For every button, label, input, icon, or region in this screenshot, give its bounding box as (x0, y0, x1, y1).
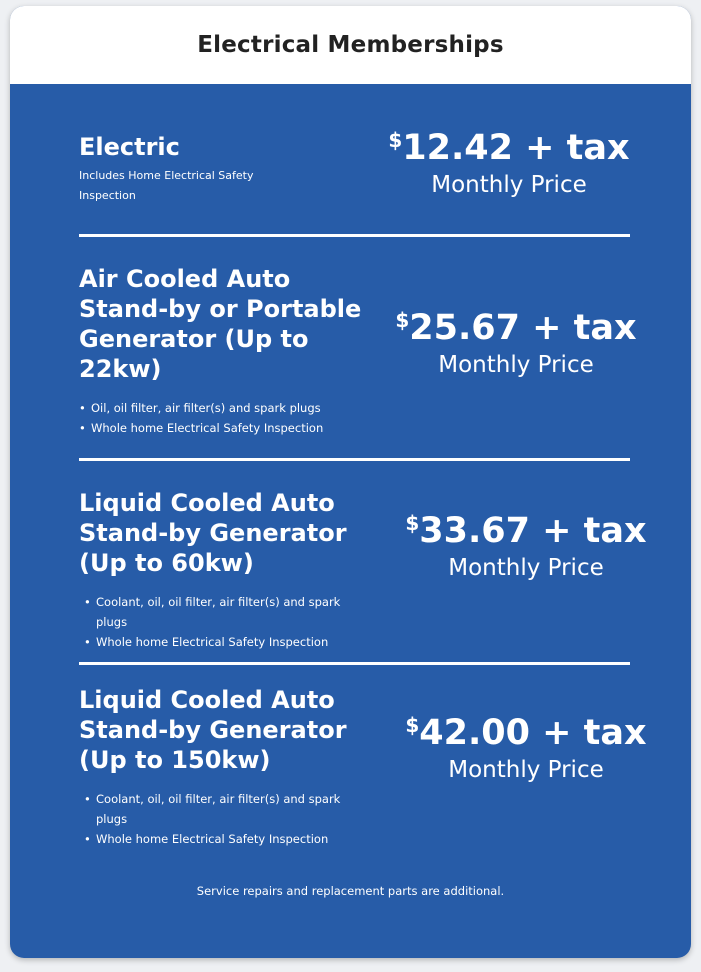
plan-subtitle: Includes Home Electrical Safety Inspection (79, 169, 254, 202)
price-label: Monthly Price (448, 555, 604, 581)
currency-symbol: $ (395, 308, 410, 332)
footnote: Service repairs and replacement parts are additional. (196, 884, 505, 898)
feature-list (79, 398, 369, 438)
divider (79, 662, 630, 665)
feature-item: • Whole home Electrical Safety Inspection (84, 829, 369, 849)
price-label: Monthly Price (431, 172, 587, 198)
plan-title: Electric (79, 133, 180, 161)
plan-price (401, 713, 651, 753)
plan-title: Air Cooled Auto Stand-by or Portable Generator (Up to 22kw) (79, 265, 362, 383)
feature-item: • Coolant, oil, oil filter, air filter(s) and spark plugs (84, 592, 369, 632)
feature-list (84, 592, 369, 652)
plan-info (79, 264, 369, 438)
price-amount: 25.67 + tax (409, 308, 637, 348)
price-block (391, 308, 641, 380)
divider (79, 234, 630, 237)
price-block (384, 128, 634, 200)
price-label: Monthly Price (448, 757, 604, 783)
memberships-card (10, 6, 691, 958)
feature-item: • Whole home Electrical Safety Inspection (84, 632, 369, 652)
plan-info (79, 685, 369, 849)
feature-item: • Whole home Electrical Safety Inspection (79, 418, 369, 438)
page-title: Electrical Memberships (197, 32, 504, 58)
currency-symbol: $ (405, 713, 420, 737)
card-header (10, 6, 691, 84)
divider (79, 458, 630, 461)
feature-item: • Coolant, oil, oil filter, air filter(s) and spark plugs (84, 789, 369, 829)
price-amount: 33.67 + tax (419, 511, 647, 551)
plan-title: Liquid Cooled Auto Stand-by Generator (Up to 150kw) (79, 686, 347, 774)
price-amount: 42.00 + tax (419, 713, 647, 753)
plan-info (79, 488, 369, 652)
plan-title: Liquid Cooled Auto Stand-by Generator (Up to 60kw) (79, 489, 347, 577)
plan-price (384, 128, 634, 168)
currency-symbol: $ (388, 128, 403, 152)
plan-info (79, 132, 369, 206)
price-block (401, 511, 651, 583)
feature-list (84, 789, 369, 849)
plan-price (401, 511, 651, 551)
feature-item: • Oil, oil filter, air filter(s) and spark plugs (79, 398, 369, 418)
price-amount: 12.42 + tax (402, 128, 630, 168)
price-label: Monthly Price (438, 352, 594, 378)
plan-price (391, 308, 641, 348)
price-block (401, 713, 651, 785)
currency-symbol: $ (405, 511, 420, 535)
